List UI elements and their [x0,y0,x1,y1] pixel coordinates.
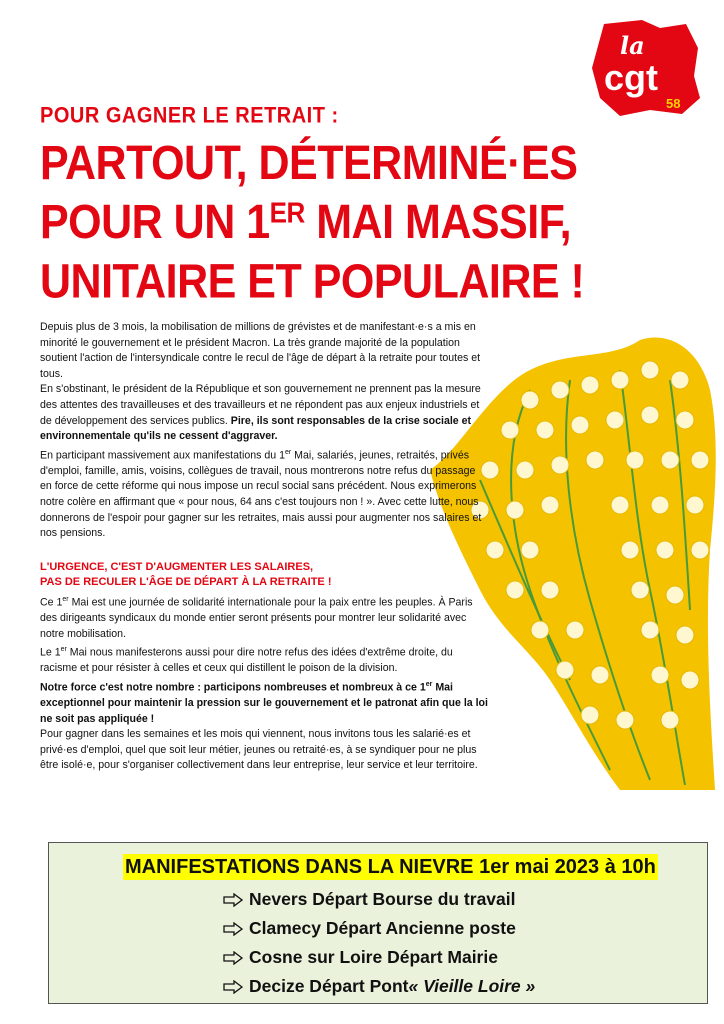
manifestation-item-decize: Decize Départ Pont « Vieille Loire » [223,972,535,1001]
headline-line-1: PARTOUT, DÉTERMINÉ·ES [40,136,578,190]
subheading: L'URGENCE, C'EST D'AUGMENTER LES SALAIRES, PAS DE RECULER L'ÂGE DE DÉPART À LA RETRAITE ! [40,560,332,588]
paragraph-1: Depuis plus de 3 mois, la mobilisation de millions de grévistes et de manifestant·e·s a mis en minorité le gouvernement et le président Macron. La très grande majorité de la population soutient l'action de l'intersyndicale contre le recul de l'âge de départ à la retraite pour toutes et tous. [40,321,481,380]
body-text [40,320,490,774]
headline-line-3: UNITAIRE ET POPULAIRE ! [40,254,585,309]
arrow-right-icon [223,980,243,994]
arrow-right-icon [223,951,243,965]
manifestations-title: MANIFESTATIONS DANS LA NIEVRE 1er mai 2023 à 10h [125,856,656,878]
cgt-logo [590,18,702,118]
arrow-right-icon [223,893,243,907]
manifestations-box [48,842,708,1004]
manifestation-item-cosne: Cosne sur Loire Départ Mairie [223,943,535,972]
paragraph-2: En s'obstinant, le président de la République et son gouvernement ne prennent pas la mesure des attentes des travailleuses et des travailleurs et ne répondent pas aux enjeux industriels et de développement des services publics. Pire, ils sont responsables de la crise sociale et environnementale qu'ils ne cessent d'aggraver. [40,383,481,443]
paragraph-7: Pour gagner dans les semaines et les mois qui viennent, nous invitons tous les salarié·es et privé·es d'emploi, quel que soit leur métier, jeunes ou retraité·es, à se syndiquer pour ne plus être isolé·e, pour s'organiser collectivement dans leur entreprise, leur service et leur territoire. [40,728,478,772]
kicker-title: POUR GAGNER LE RETRAIT : [40,104,339,129]
arrow-right-icon [223,922,243,936]
headline-line-2: POUR UN 1ER MAI MASSIF, [40,195,572,250]
manifestations-list [223,885,535,1001]
logo-58: 58 [666,96,681,111]
logo-cgt: cgt [604,57,658,98]
paragraph-4: Ce 1er Mai est une journée de solidarité internationale pour la paix entre les peuples. À Paris des dirigeants syndicaux du monde entier seront présents pour montrer leur solidarité avec notre mobilisation. [40,595,473,640]
manifestation-item-nevers: Nevers Départ Bourse du travail [223,885,535,914]
paragraph-5: Le 1er Mai nous manifesterons aussi pour dire notre refus des idées d'extrême droite, du racisme et pour résister à celles et ceux qui distillent le poison de la division. [40,646,453,675]
paragraph-6: Notre force c'est notre nombre : participons nombreuses et nombreux à ce 1er Mai exceptionnel pour maintenir la pression sur le gouvernement et le patronat afin que la loi ne soit pas appliquée ! [40,680,488,725]
manifestation-item-clamecy: Clamecy Départ Ancienne poste [223,914,535,943]
headline [40,134,680,312]
paragraph-3: En participant massivement aux manifestations du 1er Mai, salariés, jeunes, retraités, privés d'emploi, famille, amis, voisins, collègues de travail, nous montrerons notre refus du passage en force de cette réforme qui nous impose un recul social sans précédent. Nous exprimerons notre colère en affirmant que « pour nous, 64 ans c'est toujours non ! ». Avec cette lutte, nous donnerons de l'espoir pour gagner sur les retraites, mais aussi pour augmenter nos salaires et nos pensions. [40,448,482,540]
logo-la: la [620,31,645,60]
